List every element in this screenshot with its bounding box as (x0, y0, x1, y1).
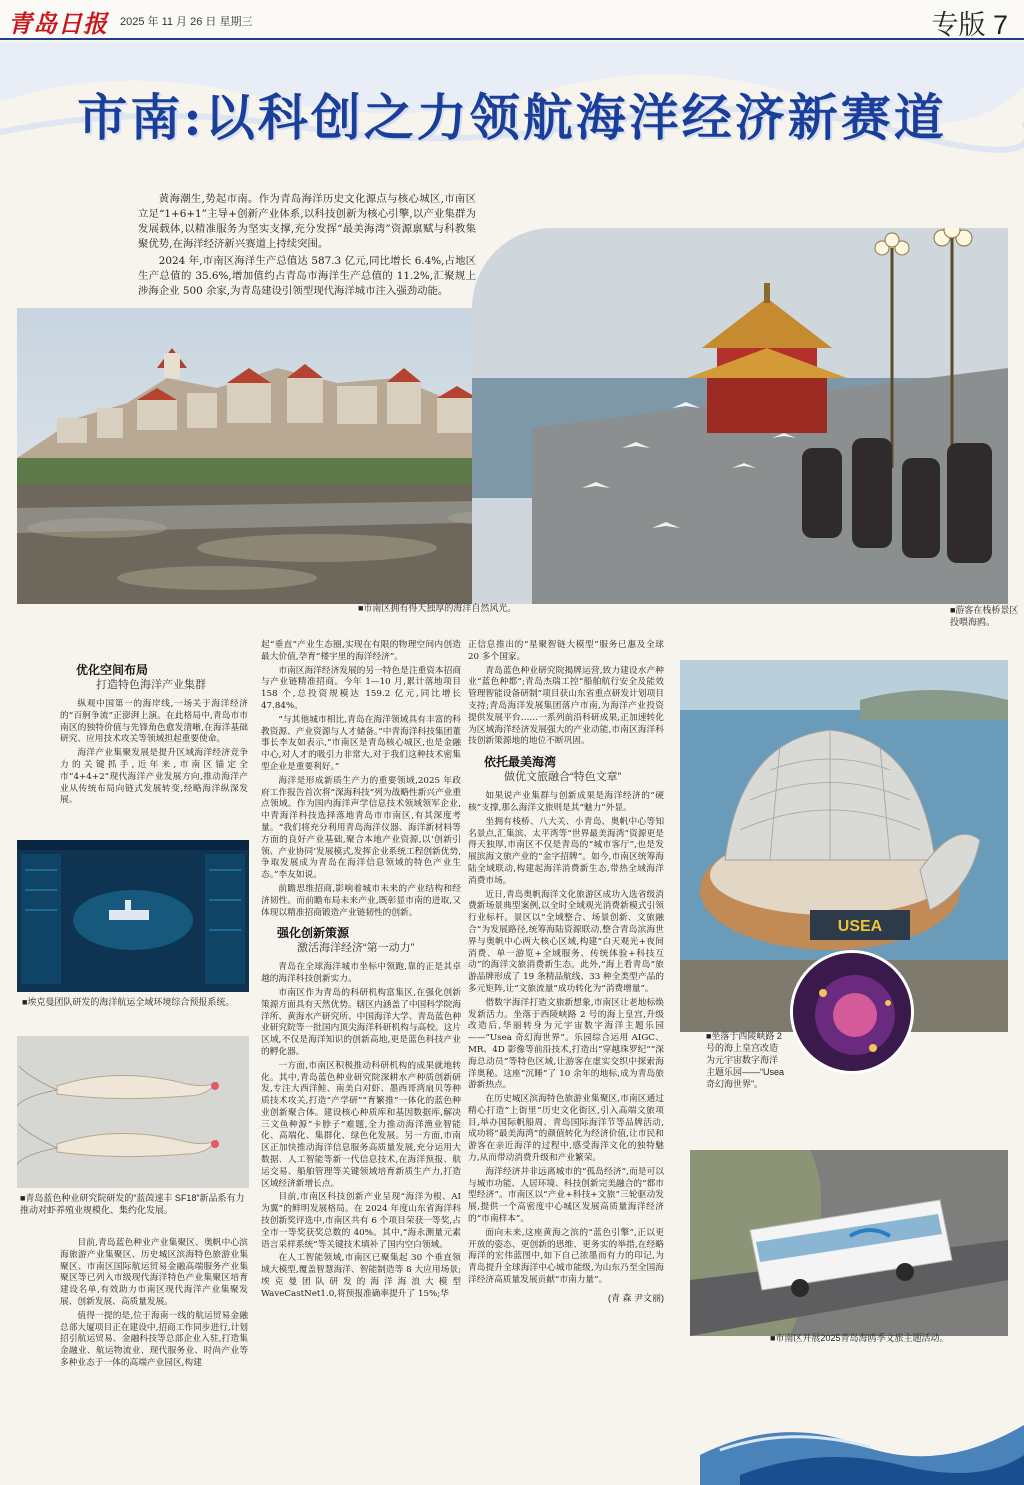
column-1-continued (60, 1238, 248, 1372)
sea-wave-decoration (700, 1355, 1024, 1485)
issue-date: 2025 年 11 月 26 日 星期三 (120, 16, 253, 28)
section-heading-layout (76, 662, 248, 693)
section-subtitle: 激活海洋经济“第一动力” (297, 942, 415, 955)
paragraph: 纵观中国第一的海岸线,一场关于海洋经济的“百舸争流”正澎湃上演。在此格局中,青岛市市南区的独特价值与先锋角色愈发清晰,在海洋基础研究、应用技术攻关等领域担起重要使命。 (60, 699, 248, 745)
paragraph: 一方面,市南区积极推动科研机构的成果就地转化。其中,青岛蓝色种业研究院深耕水产种质创新研发,专注大西洋鲑、南美白对虾、墨西哥湾扇贝等种质技术攻关,打造“产学研”“育繁推”一体化的蓝色种业创新聚合体。建设核心种质库和基因数据库,解决三文鱼种源“卡脖子”难题,全力推动海洋渔业智能化、高端化、集群化、绿色化发展。另一方面,市南区正加快推动海洋信息服务高质量发展,充分运用大数据、人工智能等新一代信息技术,在海洋预报、航运交易、船舶管理等关键领域培育新质生产力,打造区域经济新增长点。 (261, 1060, 461, 1189)
photo-dome-inset (790, 950, 914, 1074)
paragraph: 海洋经济并非远离城市的“孤岛经济”,而是可以与城市功能、人居环境、科技创新完美融合的“都市型经济”。市南区以“产业+科技+文旅”三轮驱动发展,提供一个高密度中心城区发展高质量海洋经济的“市南样本”。 (468, 1166, 664, 1225)
photo-forecast-system (17, 840, 249, 992)
paragraph: 市南区海洋经济发展的另一特色是注重资本招商与产业链精准招商。今年 1—10 月,累计落地项目 158 个,总投资规模达 159.2 亿元,同比增长 47.84%。 (261, 665, 461, 711)
paragraph: 起“垂直”产业生态圈,实现在有限的物理空间内创造最大价值,孕育“楼宇里的海洋经济”。 (261, 640, 461, 662)
byline: (青 森 尹文丽) (608, 1292, 664, 1303)
paragraph: 值得一提的是,位于海南一线的航运贸易金融总部大厦项目正在建设中,招商工作同步进行,计划招引航运贸易、金融科技等总部企业入驻,打造集金融业、航运物流业、现代服务业、时尚产业等多种业态于一体的高端产业园区,构建 (60, 1310, 248, 1368)
column-2 (261, 640, 461, 1303)
photo-bus (690, 1150, 1008, 1336)
column-3 (468, 640, 664, 1305)
paragraph: 面向未来,这座黄海之滨的“蓝色引擎”,正以更开放的姿态、更创新的思维、更务实的举措,在经略海洋的宏伟蓝图中,如下自己浓墨而有力的印记,为青岛提升全球海洋中心城市能级,为山东乃至全国海洋经济高质量发展贡献“市南力量”。 (468, 1227, 664, 1286)
paragraph: 青岛在全球海洋城市坐标中领跑,靠的正是其卓越的海洋科技创新实力。 (261, 962, 461, 985)
photo-shrimp (17, 1036, 249, 1188)
paragraph: 正信息推出的“星聚智链大模型”服务已惠及全球 20 多个国家。 (468, 640, 664, 662)
paragraph: 目前,市南区科技创新产业呈现“海洋为根、AI 为翼”的鲜明发展格局。在 2024 年度山东省海洋科技创新奖评选中,市南区共有 6 个项目荣获一等奖,占全市一等奖获奖总数的 40%。其中,“海永测量元素语言采样系统”等关键技术填补了国内空白领域。 (261, 1192, 461, 1250)
section-heading-innovation (277, 925, 461, 956)
paragraph: 借数字海洋打造文旅新想象,市南区让老地标焕发新活力。坐落于西陵峡路 2 号的海上皇宫,升级改造后,华丽转身为元宇宙数字海洋主题乐园——“Usea 奇幻海世界”。乐园综合运用 AIGC、MR、4D 影像等前沿技术,打造出“穿越珠罗纪”“深海总动员”等特色区域,让游客在虚实交织中探索海洋奥秘。这座“沉睡”了 10 余年的地标,成为青岛旅游新热点。 (468, 997, 664, 1091)
paragraph: 海洋是形成新质生产力的重要领域,2025 年政府工作报告首次将“深海科技”列为战略性新兴产业重点领域。作为国内海洋声学信息技术领域领军企业,中青海洋科技选择落地青岛市市南区,有其深度考量。“我们将充分利用青岛海洋仪器、海洋新材料等方面的良好产业基础,聚合本地产业资源,以‘创新引领、产业协同’发展模式,发挥企业系统工程创新优势,争取发展成为青岛在海洋信息领域的特色产业生态。”李友如说。 (261, 775, 462, 881)
paragraph: 目前,青岛蓝色种业产业集聚区、奥帆中心滨海旅游产业集聚区、历史城区滨海特色旅游业集聚区、市南区国际航运贸易金融高端服务产业集聚区等已列入市级现代海洋特色产业集聚区培育建设名单,有效助力市南区现代海洋产业集聚发展、创新发展、高质量发展。 (60, 1238, 248, 1307)
section-title: 依托最美海湾 (484, 755, 557, 770)
column-1 (60, 656, 248, 809)
page-tag: 专版 7 (931, 10, 1008, 40)
paragraph: 如果说产业集群与创新成果是海洋经济的“硬核”支撑,那么海洋文旅则是其“魅力”外显。 (468, 791, 664, 813)
paragraph: 在人工智能领域,市南区已聚集起 30 个垂直领域大模型,覆盖智慧海洋、智能制造等 8 大应用场景;埃克曼团队研发的海洋海浪大模型 WaveCastNet1.0,将预报准确率提升了 15%;华 (261, 1253, 461, 1299)
lead-paragraphs (138, 192, 476, 301)
caption-bus: ■市南区开展2025青岛海鸥季文旅主题活动。 (770, 1333, 949, 1343)
headline: 市南:以科创之力领航海洋经济新赛道 (77, 88, 947, 147)
section-heading-tourism (484, 754, 664, 785)
section-subtitle: 做优文旅融合“特色文章” (504, 771, 622, 784)
lead-paragraph: 黄海潮生,势起市南。作为青岛海洋历史文化源点与核心城区,市南区立足“1+6+1”主导+创新产业体系,以科技创新为核心引擎,以产业集群为发展载体,以精准服务为坚实支撑,充分发挥“最美海湾”资源禀赋与科教集聚优势,在海洋经济新兴赛道上持续突围。 (138, 193, 476, 250)
caption-shrimp: ■青岛蓝色种业研究院研发的“蓝茵速丰 SF18”新品系有力推动对虾养殖业规模化、集约化发展。 (20, 1193, 245, 1215)
dome-sign: USEA (837, 918, 883, 935)
caption-coastline: ■市南区拥有得天独厚的海洋自然风光。 (358, 603, 517, 613)
paragraph: 青岛蓝色种业研究院揭牌运营,致力建设水产种业“蓝色种都”;青岛杰瑞工控“船舶航行安全及能效管理智能设备研制”项目获山东省重点研发计划项目支持;青岛海洋发展集团落户市南,为海洋产业投资提供发展平台……一系列前沿科研成果,正加速转化为区域海洋经济发展强大的产业动能,市南区海洋科技创新策源地的地位不断巩固。 (468, 665, 664, 747)
paragraph: 在历史城区滨海特色旅游业集聚区,市南区通过精心打造“上街里”历史文化街区,引入高端文旅项目,举办国际帆船周、青岛国际海洋节等品牌活动,成功将“最美海湾”的颜值转化为经济价值,让市民和游客在亲近海洋的过程中,感受海洋文化的独特魅力,从而带动消费升级和产业繁荣。 (468, 1094, 664, 1164)
paragraph: 海洋产业集聚发展是提升区域海洋经济竞争力的关键抓手,近年来,市南区锚定全市“4+4+2”现代海洋产业发展方向,推动海洋产业从传统布局向链式发展转变,经略海洋纵深发展。 (60, 748, 248, 806)
caption-forecast-system: ■埃克曼团队研发的海洋航运全域环境综合预报系统。 (22, 997, 235, 1007)
paragraph: 近日,青岛奥帆海洋文化旅游区成功入选省级消费新场景典型案例,以全时全域观光消费新模式引领行业标杆。景区以“全域整合、场景创新、文旅融合”为发展路径,统筹海陆资源联动,整合青岛滨海世界与奥帆中心两大核心区域,构建“白天观光+夜间消费、单一游览+全域服务、传统体验+科技互动”的海洋文旅消费新生态。此外,“海上看青岛”旅游品牌形成了 19 条精品航线、33 种全类型产品的多元矩阵,让“文旅流量”成功转化为“消费增量”。 (468, 889, 664, 994)
section-title: 优化空间布局 (76, 663, 149, 677)
caption-pier: ■游客在栈桥景区投喂海鸥。 (950, 605, 1019, 627)
paragraph: “与其他城市相比,青岛在海洋领域具有丰富的科教资源、产业资源与人才储备。”中青海洋科技集团董事长李友如表示,“市南区是青岛核心城区,也是金融中心,对人才的吸引力非常大,对于我们这种技术密集型企业是重要利好。” (261, 714, 461, 772)
lead-paragraph: 2024 年,市南区海洋生产总值达 587.3 亿元,同比增长 6.4%,占地区生产总值的 35.6%,增加值约占青岛市海洋生产总值的 11.2%,汇聚规上涉海企业 500 余家,为青岛建设引领型现代海洋城市注入强劲动能。 (138, 255, 476, 297)
caption-dome-park: ■坐落于西陵峡路 2 号的海上皇宫改造为元宇宙数字海洋主题乐园——“Usea奇幻海世界”。 (706, 1031, 785, 1089)
photo-pier (472, 228, 1008, 604)
paragraph: 坐拥有栈桥、八大关、小青岛、奥帆中心等知名景点,汇集滨、太平湾等“世界最美海湾”资源更是得天独厚,市南区不仅是青岛的“城市客厅”,也是发展滨海文旅产业的“金字招牌”。如今,市南区统筹海陆全域联动,构建起海洋消费新生态,带热全域海洋消费市场。 (468, 816, 664, 886)
paragraph: 市南区作为青岛的科研机构富集区,在强化创新策源方面具有天然优势。辖区内涵盖了中国科学院海洋所、黄海水产研究所、中国海洋大学、青岛蓝色种业研究院等一批国内顶尖海洋科研机构与高校。这片区域,不仅是海洋知识的创新高地,更是蓝色科技产业的孵化器。 (261, 987, 461, 1057)
newspaper-logo: 青岛日报 (8, 9, 108, 38)
section-title: 强化创新策源 (277, 926, 350, 941)
section-subtitle: 打造特色海洋产业集群 (96, 679, 206, 691)
paragraph: 前瞻思维招商,影响着城市未来的产业结构和经济韧性。而前瞻布局未来产业,既彰显市南的进取,又体现以精准招商锻造产业链韧性的创新。 (261, 883, 461, 918)
masthead (0, 0, 1024, 40)
